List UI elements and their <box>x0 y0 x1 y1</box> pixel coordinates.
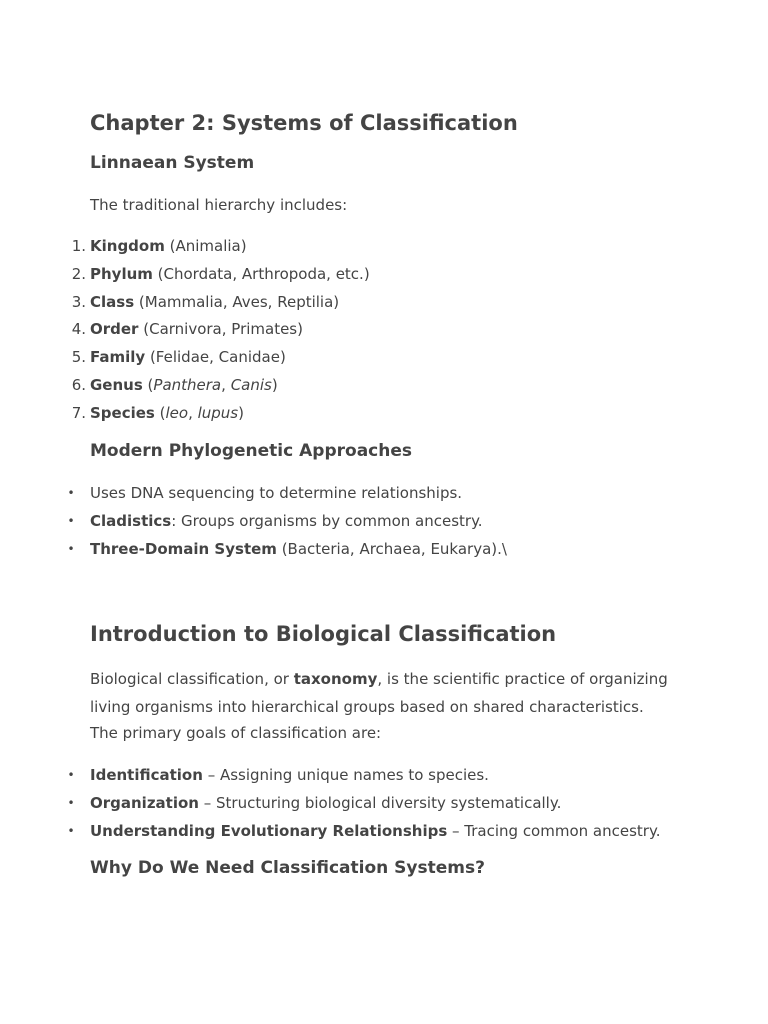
goal-term: Understanding Evolutionary Relationships <box>90 821 448 840</box>
list-number: 5. <box>71 348 86 367</box>
genus-example: Panthera <box>153 375 222 394</box>
rank-term: Family <box>90 348 146 367</box>
intro-paragraph <box>90 666 682 721</box>
goal-term: Identification <box>90 766 203 784</box>
bullet: • <box>67 541 75 556</box>
list-item <box>71 289 370 317</box>
list-item <box>71 316 370 344</box>
list-item <box>67 790 660 818</box>
goals-text: The primary goals of classification are: <box>90 724 382 742</box>
genus-example: Canis <box>230 375 272 394</box>
item-text: (Bacteria, Archaea, Eukarya).\ <box>276 539 507 558</box>
rank-examples: (Felidae, Canidae) <box>145 348 286 367</box>
bullet: • <box>67 486 75 500</box>
list-item <box>71 344 370 372</box>
chapter-title: Chapter 2: Systems of Classification <box>90 111 518 135</box>
list-item <box>71 400 370 428</box>
paren-open: ( <box>142 375 154 394</box>
linnaean-list <box>71 233 370 428</box>
list-number: 1. <box>71 237 86 255</box>
list-item <box>71 261 370 289</box>
bullet: • <box>67 513 75 528</box>
item-text: Uses DNA sequencing to determine relationships. <box>90 484 463 502</box>
list-item <box>67 818 661 846</box>
list-item <box>71 233 370 261</box>
paren-open: ( <box>154 403 166 422</box>
list-item <box>67 508 507 536</box>
list-item <box>67 480 507 508</box>
list-item <box>67 536 507 564</box>
goal-text: – Assigning unique names to species. <box>202 766 489 784</box>
rank-term: Phylum <box>90 264 153 283</box>
rank-term: Order <box>90 320 139 339</box>
rank-examples: (Carnivora, Primates) <box>138 320 303 339</box>
rank-term: Class <box>90 292 135 311</box>
list-number: 6. <box>71 375 86 394</box>
goal-text: – Structuring biological diversity systematically. <box>198 793 562 812</box>
list-number: 3. <box>71 292 86 311</box>
rank-term: Species <box>90 403 155 422</box>
modern-heading: Modern Phylogenetic Approaches <box>90 441 412 461</box>
separator: , <box>188 403 198 422</box>
list-item <box>71 372 370 400</box>
intro-text: , is the scientific practice of organizing living organisms into hierarchical groups based on shared characteristics. <box>90 670 668 716</box>
linnaean-heading: Linnaean System <box>90 153 255 173</box>
list-number: 4. <box>71 320 86 339</box>
goal-term: Organization <box>90 793 199 812</box>
bullet: • <box>67 795 75 810</box>
item-term: Three-Domain System <box>90 539 277 558</box>
bullet: • <box>67 768 75 782</box>
species-example: lupus <box>197 403 239 422</box>
item-term: Cladistics <box>90 511 172 530</box>
intro-title: Introduction to Biological Classification <box>90 622 557 646</box>
rank-term: Genus <box>90 375 143 394</box>
linnaean-intro: The traditional hierarchy includes: <box>90 196 348 214</box>
rank-examples: (Animalia) <box>164 237 247 255</box>
list-number: 7. <box>71 403 86 422</box>
list-number: 2. <box>71 264 86 283</box>
paren-close: ) <box>238 403 244 422</box>
modern-list <box>67 480 507 563</box>
separator: , <box>221 375 231 394</box>
rank-examples: (Mammalia, Aves, Reptilia) <box>134 292 340 311</box>
why-heading: Why Do We Need Classification Systems? <box>90 858 485 878</box>
item-text: : Groups organisms by common ancestry. <box>171 511 483 530</box>
rank-term: Kingdom <box>90 237 165 255</box>
goals-list <box>67 762 661 845</box>
taxonomy-term: taxonomy <box>293 670 378 688</box>
goal-text: – Tracing common ancestry. <box>447 821 661 840</box>
intro-text: Biological classification, or <box>90 670 294 688</box>
paren-close: ) <box>271 375 278 394</box>
rank-examples: (Chordata, Arthropoda, etc.) <box>152 264 370 283</box>
list-item <box>67 762 660 790</box>
species-example: leo <box>165 403 189 422</box>
bullet: • <box>67 823 75 838</box>
